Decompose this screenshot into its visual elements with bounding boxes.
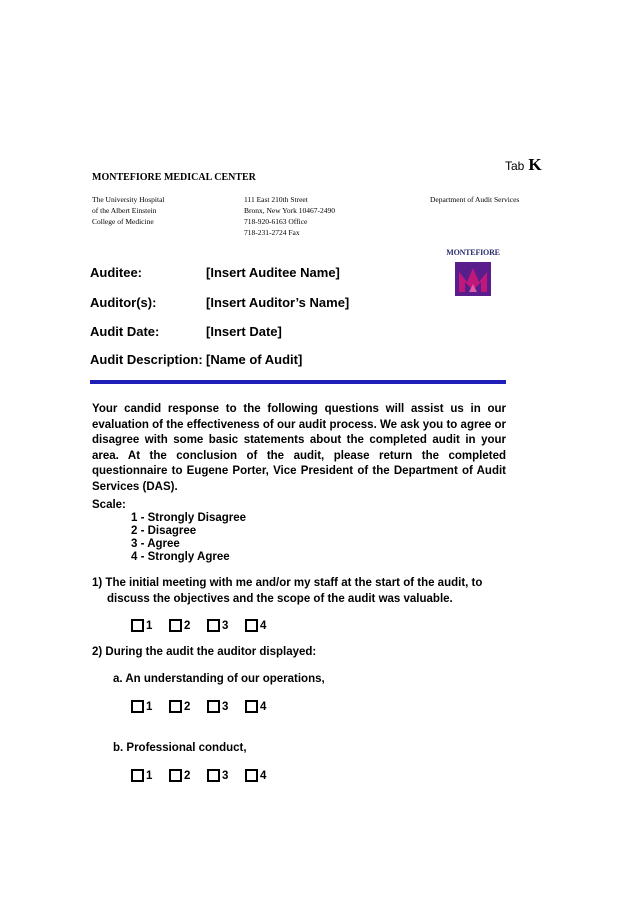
option-1[interactable] [131,700,169,713]
auditor-field [90,295,349,310]
question-2a-options [131,700,283,713]
checkbox-icon[interactable] [207,700,220,713]
checkbox-icon[interactable] [207,619,220,632]
address-line: 718-231-2724 Fax [244,228,300,237]
org-name: MONTEFIORE MEDICAL CENTER [92,172,256,183]
address-block [244,194,335,238]
option-2[interactable] [169,619,207,632]
option-label: 1 [146,769,153,782]
tab-letter: K [528,155,542,174]
checkbox-icon[interactable] [169,700,182,713]
question-1-line-1: 1) The initial meeting with me and/or my staff at the start of the audit, to [92,577,483,589]
option-label: 2 [184,619,191,632]
checkbox-icon[interactable] [245,700,258,713]
field-label: Audit Description: [90,352,203,367]
option-2[interactable] [169,769,207,782]
question-2a: a. An understanding of our operations, [113,673,325,685]
checkbox-icon[interactable] [207,769,220,782]
auditee-field [90,265,340,280]
department-name: Department of Audit Services [430,195,520,204]
address-line: 718-920-6163 Office [244,217,308,226]
checkbox-icon[interactable] [245,619,258,632]
tab-label: Tab [505,159,525,173]
question-1-options [131,619,283,632]
scale-item: 1 - Strongly Disagree [131,512,247,524]
montefiore-logo [440,248,506,301]
field-label: Auditee: [90,265,142,280]
field-value: [Insert Auditor’s Name] [206,295,350,310]
option-label: 4 [260,700,267,713]
checkbox-icon[interactable] [245,769,258,782]
scale-item: 3 - Agree [131,538,180,550]
option-4[interactable] [245,769,283,782]
option-label: 4 [260,619,267,632]
option-4[interactable] [245,700,283,713]
option-label: 2 [184,769,191,782]
audit-date-field [90,324,282,339]
scale-item: 4 - Strongly Agree [131,551,230,563]
question-1 [92,576,482,607]
checkbox-icon[interactable] [131,700,144,713]
checkbox-icon[interactable] [169,769,182,782]
option-label: 3 [222,769,229,782]
field-value: [Insert Date] [206,324,282,339]
option-3[interactable] [207,619,245,632]
question-2b: b. Professional conduct, [113,742,247,754]
address-line: 111 East 210th Street [244,195,308,204]
field-label: Auditor(s): [90,295,157,310]
option-label: 1 [146,619,153,632]
field-label: Audit Date: [90,324,160,339]
checkbox-icon[interactable] [131,619,144,632]
field-value: [Insert Auditee Name] [206,265,340,280]
option-1[interactable] [131,619,169,632]
logo-text: MONTEFIORE [446,248,500,257]
option-label: 1 [146,700,153,713]
field-value: [Name of Audit] [206,352,303,367]
audit-description-field [90,352,302,367]
scale-title: Scale: [92,499,126,511]
checkbox-icon[interactable] [131,769,144,782]
option-label: 4 [260,769,267,782]
question-2b-options [131,769,283,782]
option-label: 3 [222,619,229,632]
logo-mark-icon [455,262,491,296]
option-label: 3 [222,700,229,713]
question-1-line-2: discuss the objectives and the scope of the audit was valuable. [107,592,453,605]
affiliation-line: of the Albert Einstein [92,206,157,215]
affiliation-line: College of Medicine [92,217,154,226]
option-3[interactable] [207,769,245,782]
option-3[interactable] [207,700,245,713]
hospital-affiliation [92,194,165,227]
scale-item: 2 - Disagree [131,525,197,537]
option-1[interactable] [131,769,169,782]
checkbox-icon[interactable] [169,619,182,632]
option-label: 2 [184,700,191,713]
tab-marker [505,155,542,175]
intro-paragraph: Your candid response to the following questions will assist us in our evaluation of the effectiveness of our audit process. We ask you to agree or disagree with some basic statements about the completed audit in your area. At the conclusion of the audit, please return the completed questionnaire to Eugene Porter, Vice President of the Department of Audit Services (DAS). [92,403,506,493]
address-line: Bronx, New York 10467-2490 [244,206,336,215]
affiliation-line: The University Hospital [92,195,165,204]
section-divider [90,380,506,384]
question-2: 2) During the audit the auditor displayed: [92,646,317,658]
option-4[interactable] [245,619,283,632]
option-2[interactable] [169,700,207,713]
